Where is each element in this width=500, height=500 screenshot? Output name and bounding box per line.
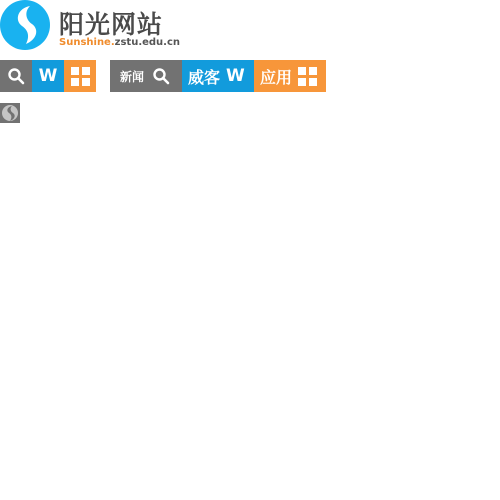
grid-icon xyxy=(298,67,317,86)
grid-icon xyxy=(71,67,90,86)
weike-button[interactable] xyxy=(32,60,64,92)
news-label: 新闻 xyxy=(120,69,145,84)
sunshine-mini-icon xyxy=(0,103,20,123)
weike-label: 威客 xyxy=(188,67,221,87)
search-icon xyxy=(152,67,170,85)
site-logo[interactable] xyxy=(0,0,190,56)
domain-suffix: zstu.edu.cn xyxy=(114,37,181,48)
weike-nav-button[interactable] xyxy=(182,60,254,92)
site-domain xyxy=(59,37,180,48)
apps-label: 应用 xyxy=(260,67,293,87)
site-title: 阳光网站 xyxy=(59,10,164,39)
search-button[interactable] xyxy=(0,60,32,92)
sunshine-logo-icon xyxy=(0,0,50,50)
apps-nav-button[interactable] xyxy=(254,60,326,92)
mini-logo[interactable] xyxy=(0,103,20,123)
weike-letter: W xyxy=(38,66,58,86)
weike-letter: W xyxy=(226,66,245,86)
domain-prefix: Sunshine. xyxy=(59,37,115,48)
news-search-button[interactable] xyxy=(110,60,182,92)
search-icon xyxy=(7,67,25,85)
apps-button[interactable] xyxy=(64,60,96,92)
